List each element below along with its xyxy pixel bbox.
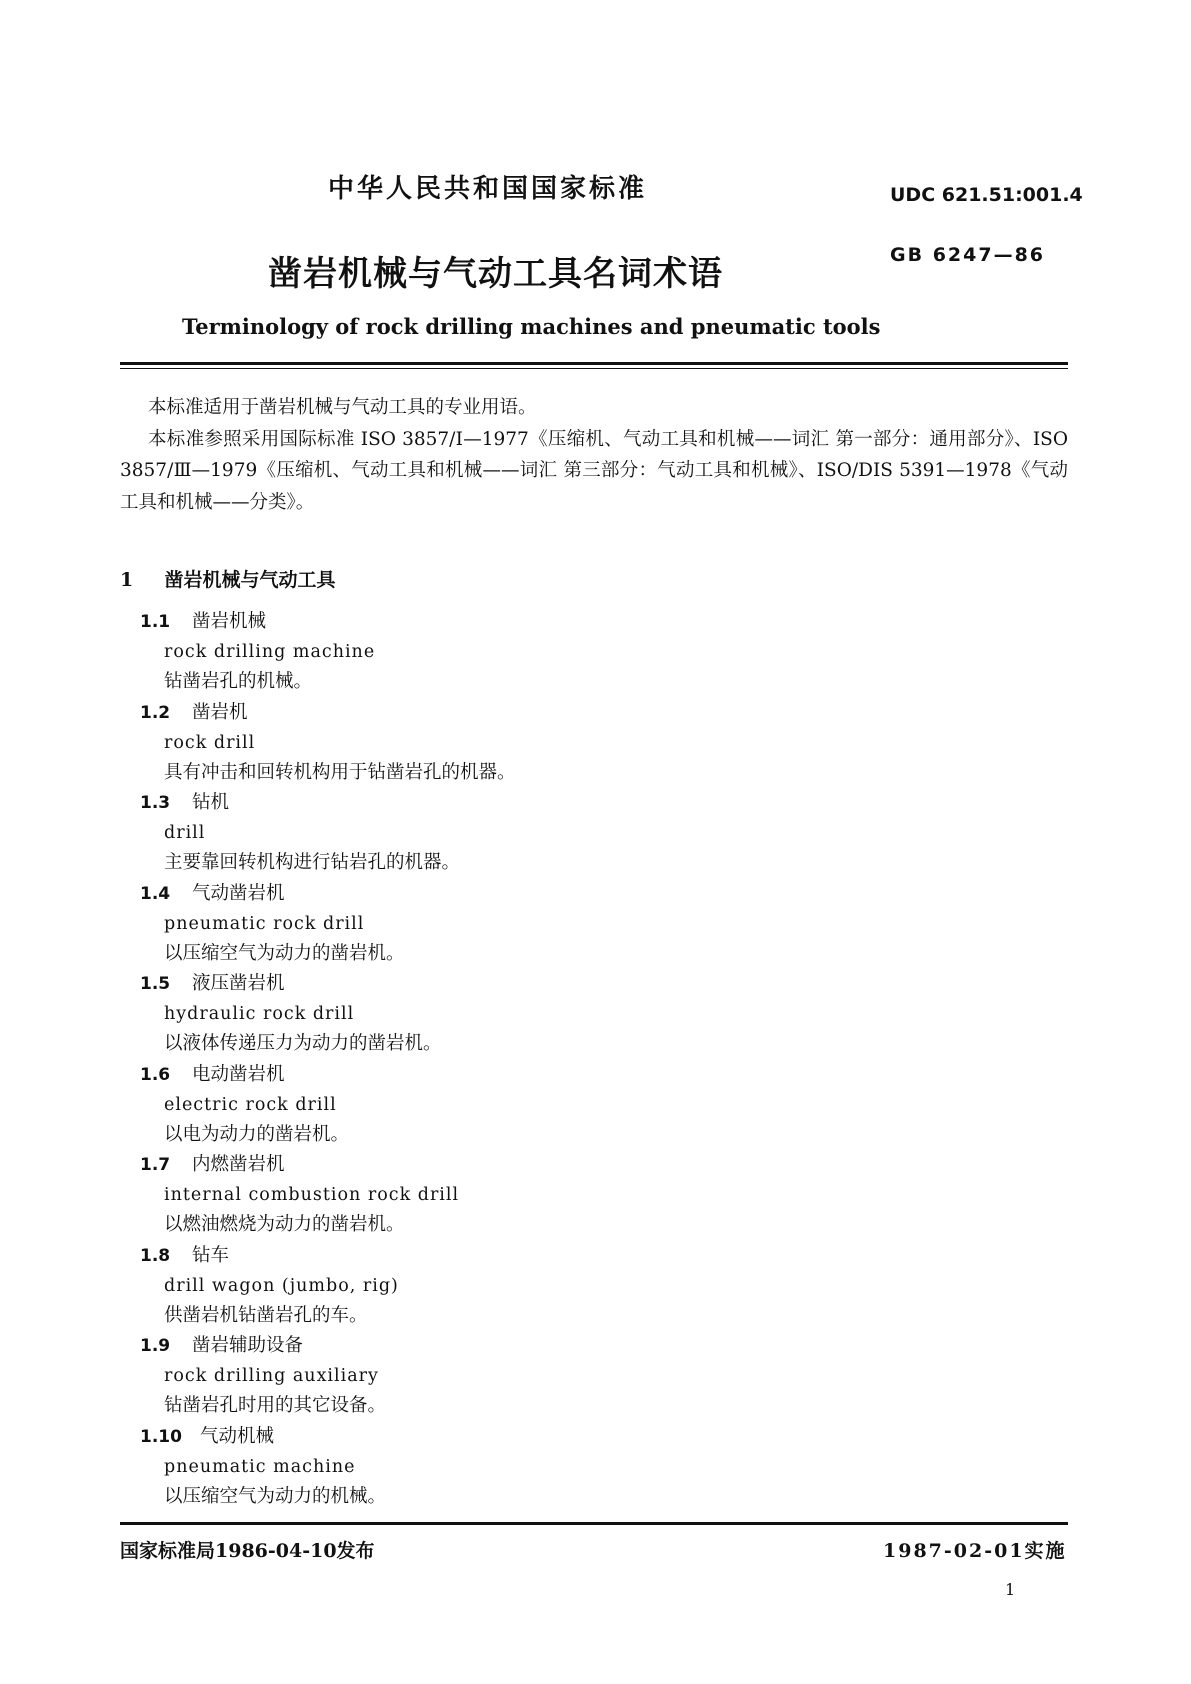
term-entry [140,788,1040,879]
term-chinese: 电动凿岩机 [192,1063,285,1085]
intro-scope: 本标准适用于凿岩机械与气动工具的专业用语。 [148,397,537,418]
term-entry [140,879,1040,970]
term-entry [140,607,1040,698]
intro-references: 本标准参照采用国际标准 ISO 3857/Ⅰ—1977《压缩机、气动工具和机械——词汇 第一部分：通用部分》、ISO 3857/Ⅲ—1979《压缩机、气动工具和机械——词汇 第三部分：气动工具和机械》、ISO/DIS 5391—1978《气动工具和机械——分类》。 [120,428,1068,513]
term-english: electric rock drill [164,1094,337,1115]
header-rule-thin [120,368,1068,369]
terms-list [140,607,1040,1512]
term-definition: 以压缩空气为动力的凿岩机。 [164,942,405,964]
issue-date: 国家标准局1986-04-10发布 [120,1540,375,1562]
term-entry [140,1060,1040,1151]
country-standard-heading: 中华人民共和国国家标准 [328,174,648,204]
term-entry [140,1241,1040,1332]
term-english: rock drilling auxiliary [164,1366,379,1387]
term-number: 1.10 [140,1426,182,1447]
term-entry [140,1422,1040,1513]
term-definition: 钻凿岩孔的机械。 [164,671,313,693]
term-definition: 供凿岩机钻凿岩孔的车。 [164,1304,368,1326]
intro [120,392,1068,518]
term-chinese: 凿岩机 [192,701,248,723]
term-definition: 主要靠回转机构进行钻岩孔的机器。 [164,852,461,874]
term-english: internal combustion rock drill [164,1185,460,1206]
term-definition: 以电为动力的凿岩机。 [164,1123,350,1145]
term-entry [140,1150,1040,1241]
page-number: 1 [1005,1580,1016,1599]
term-definition: 以压缩空气为动力的机械。 [164,1485,387,1507]
term-english: drill [164,823,206,844]
term-chinese: 凿岩机械 [192,611,267,632]
footer-rule [120,1522,1068,1525]
document-title: 凿岩机械与气动工具名词术语 [268,254,723,294]
section-title: 凿岩机械与气动工具 [164,569,336,591]
term-chinese: 气动机械 [200,1425,275,1447]
term-chinese: 凿岩辅助设备 [192,1335,304,1356]
term-entry [140,698,1040,789]
term-english: rock drill [164,732,256,753]
section-heading [120,565,336,592]
effective-date: 1987-02-01实施 [883,1540,1067,1562]
term-english: rock drilling machine [164,642,376,663]
term-definition: 以液体传递压力为动力的凿岩机。 [164,1033,442,1055]
term-number: 1.6 [140,1064,171,1085]
term-number: 1.2 [140,702,171,723]
term-number: 1.9 [140,1336,171,1356]
term-chinese: 钻机 [192,792,230,813]
gb-number: GB 6247—86 [890,244,1046,266]
document-title-english: Terminology of rock drilling machines and pneumatic tools [182,314,881,339]
term-entry [140,969,1040,1060]
term-chinese: 气动凿岩机 [192,882,285,904]
term-english: pneumatic rock drill [164,913,365,934]
section-number: 1 [120,569,134,591]
term-number: 1.7 [140,1155,171,1175]
term-entry [140,1331,1040,1422]
term-number: 1.1 [140,612,171,632]
udc-code: UDC 621.51:001.4 [890,184,1083,206]
term-chinese: 液压凿岩机 [192,973,285,994]
term-definition: 钻凿岩孔时用的其它设备。 [164,1395,387,1417]
term-number: 1.4 [140,883,171,904]
term-chinese: 内燃凿岩机 [192,1154,285,1175]
term-english: drill wagon (jumbo, rig) [164,1275,399,1296]
header-rule [120,362,1068,365]
term-definition: 具有冲击和回转机构用于钻凿岩孔的机器。 [164,761,516,783]
term-number: 1.8 [140,1245,171,1266]
term-english: hydraulic rock drill [164,1004,355,1025]
term-definition: 以燃油燃烧为动力的凿岩机。 [164,1214,405,1236]
term-english: pneumatic machine [164,1456,356,1477]
term-chinese: 钻车 [192,1244,230,1266]
term-number: 1.5 [140,974,171,994]
term-number: 1.3 [140,793,171,813]
